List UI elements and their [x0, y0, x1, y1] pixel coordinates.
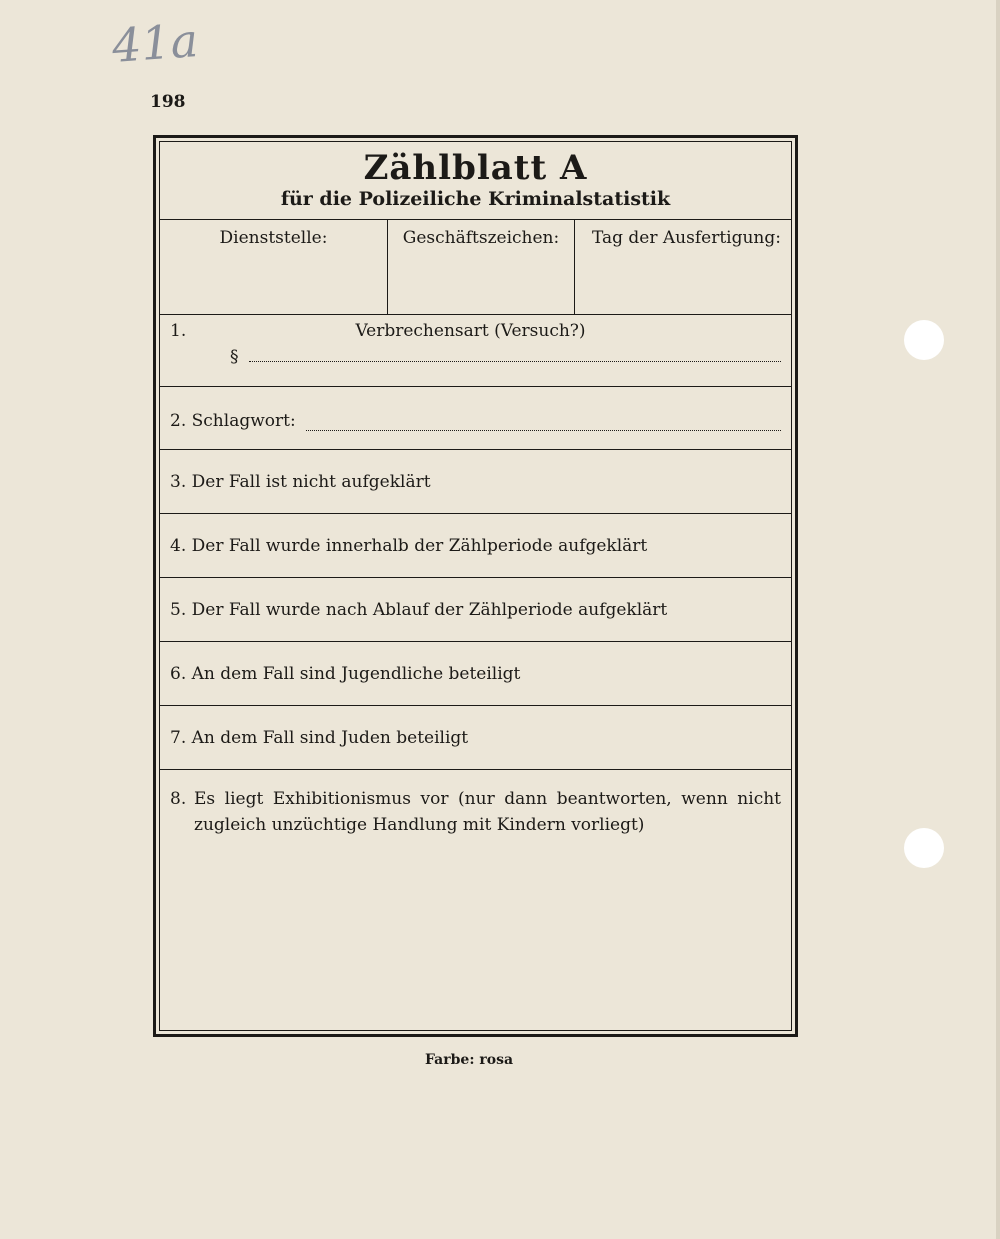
- field-dienststelle: Dienststelle:: [160, 220, 388, 314]
- paragraph-sign: §: [230, 347, 239, 367]
- field-tag-der-ausfertigung: Tag der Ausfertigung:: [591, 228, 781, 248]
- dotted-entry-line: [306, 416, 781, 431]
- item-label: Der Fall wurde innerhalb der Zählperiode aufgeklärt: [191, 535, 648, 556]
- item-number: 6.: [170, 663, 187, 684]
- item-row-5: [160, 578, 791, 642]
- handwritten-note: 41a: [110, 13, 200, 73]
- card-subtitle: für die Polizeiliche Kriminalstatistik: [280, 188, 671, 210]
- tally-card: [153, 135, 798, 1037]
- item-label: Verbrechensart (Versuch?): [355, 321, 586, 341]
- item-number: 2.: [170, 411, 187, 431]
- item-label: An dem Fall sind Juden beteiligt: [191, 727, 469, 748]
- page-edge: [996, 0, 1000, 1239]
- item-row-6: [160, 642, 791, 706]
- card-title: Zählblatt A: [363, 148, 588, 188]
- item-label: Der Fall ist nicht aufgeklärt: [191, 471, 431, 492]
- item-number: 1.: [170, 321, 187, 341]
- card-color-note: Farbe: rosa: [425, 1052, 514, 1068]
- item-row-7: [160, 706, 791, 770]
- item-number: 8.: [170, 789, 187, 809]
- punch-hole: [904, 828, 944, 868]
- item-number: 7.: [170, 727, 187, 748]
- item-number: 3.: [170, 471, 187, 492]
- dotted-entry-line: [249, 347, 782, 362]
- item-label: An dem Fall sind Jugendliche beteiligt: [191, 663, 521, 684]
- meta-row: [160, 220, 791, 315]
- item-number: 4.: [170, 535, 187, 556]
- item-row-8: [160, 770, 791, 1126]
- card-header: [160, 142, 791, 220]
- field-geschaeftszeichen: Geschäftszeichen:: [388, 220, 575, 314]
- item-number: 5.: [170, 599, 187, 620]
- item-label: Der Fall wurde nach Ablauf der Zählperiode aufgeklärt: [191, 599, 668, 620]
- item-row-2: [160, 387, 791, 450]
- item-row-4: [160, 514, 791, 578]
- page-number: 198: [150, 92, 186, 112]
- item-row-3: [160, 450, 791, 514]
- item-row-1: [160, 315, 791, 387]
- item-label: Schlagwort:: [191, 411, 296, 431]
- tally-card-inner: [159, 141, 792, 1031]
- punch-hole: [904, 320, 944, 360]
- item-label: Es liegt Exhibitionismus vor (nur dann beantworten, wenn nicht zugleich unzüchtige Handlung mit Kindern vorliegt): [194, 789, 781, 835]
